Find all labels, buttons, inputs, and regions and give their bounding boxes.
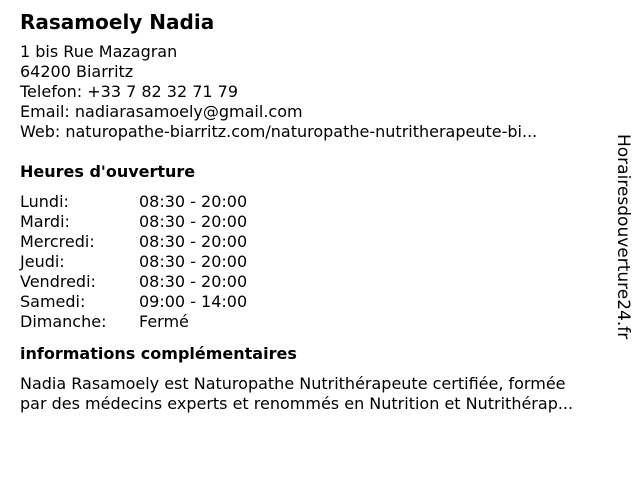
watermark — [612, 134, 634, 370]
time-value: 08:30 - 20:00 — [139, 272, 248, 291]
time-value: Fermé — [139, 312, 189, 331]
hours-row-vendredi — [20, 272, 610, 292]
time-value: 08:30 - 20:00 — [139, 232, 248, 251]
hours-row-mardi — [20, 212, 610, 232]
day-label: Mercredi: — [20, 232, 95, 251]
additional-info-title: informations complémentaires — [20, 344, 297, 363]
phone-line: Telefon: +33 7 82 32 71 79 — [20, 82, 239, 101]
opening-hours-title: Heures d'ouverture — [20, 162, 196, 181]
email-line: Email: nadiarasamoely@gmail.com — [20, 102, 303, 121]
hours-row-jeudi — [20, 252, 610, 272]
day-label: Lundi: — [20, 192, 69, 211]
day-label: Jeudi: — [20, 252, 65, 271]
day-label: Vendredi: — [20, 272, 96, 291]
hours-row-mercredi — [20, 232, 610, 252]
hours-row-lundi — [20, 192, 610, 212]
day-label: Samedi: — [20, 292, 86, 311]
time-value: 08:30 - 20:00 — [139, 212, 248, 231]
web-line: Web: naturopathe-biarritz.com/naturopathe-nutritherapeute-bi... — [20, 122, 538, 141]
hours-row-dimanche — [20, 312, 610, 332]
street-address: 1 bis Rue Mazagran — [20, 42, 178, 61]
additional-info-line-1: Nadia Rasamoely est Naturopathe Nutrithérapeute certifiée, formée — [20, 374, 566, 393]
day-label: Dimanche: — [20, 312, 107, 331]
city-address: 64200 Biarritz — [20, 62, 134, 81]
watermark-text: Horairesdouverture24.fr — [613, 134, 633, 340]
time-value: 09:00 - 14:00 — [139, 292, 248, 311]
additional-info-line-2: par des médecins experts et renommés en Nutrition et Nutrithérap... — [20, 394, 574, 413]
business-card — [20, 8, 610, 414]
day-label: Mardi: — [20, 212, 70, 231]
hours-row-samedi — [20, 292, 610, 312]
time-value: 08:30 - 20:00 — [139, 192, 248, 211]
opening-hours-list — [20, 192, 610, 332]
business-name: Rasamoely Nadia — [20, 10, 215, 34]
time-value: 08:30 - 20:00 — [139, 252, 248, 271]
